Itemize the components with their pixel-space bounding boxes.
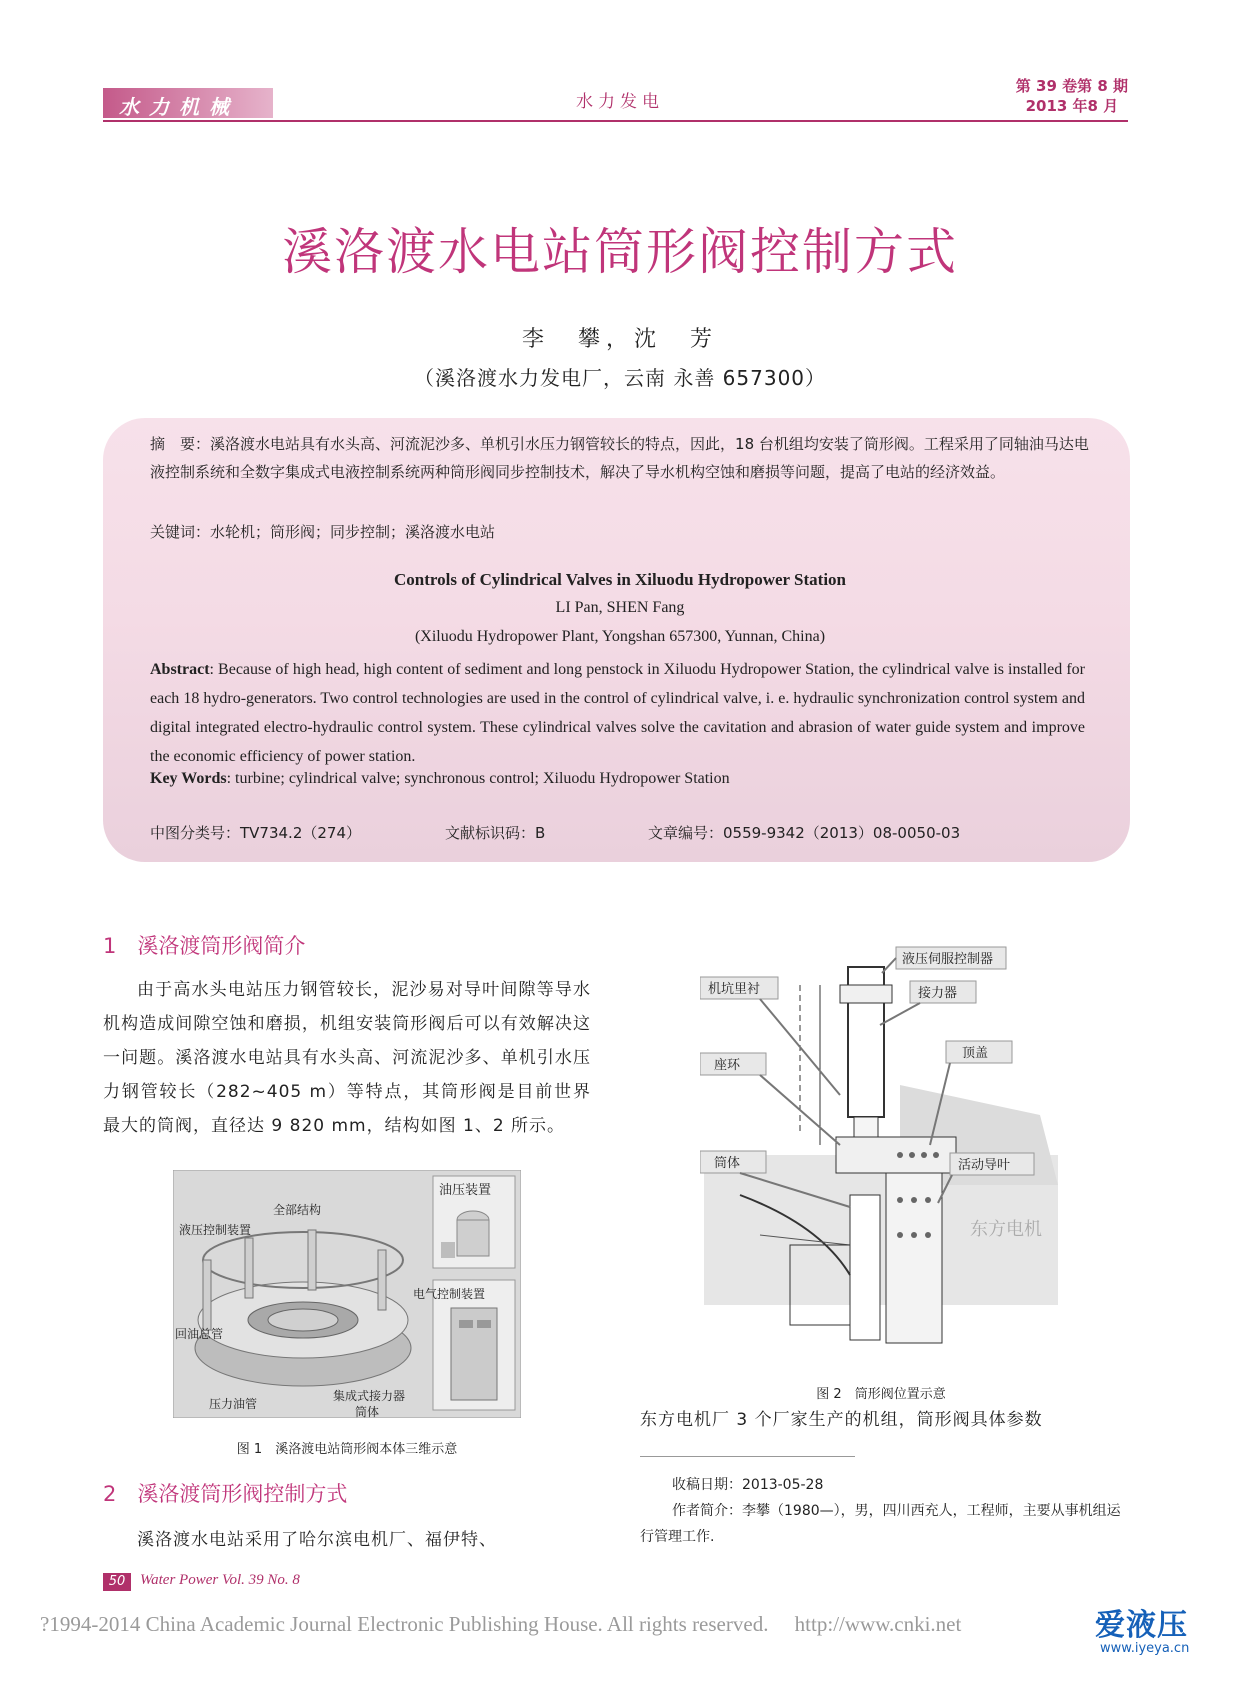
english-affiliation: (Xiluodu Hydropower Plant, Yongshan 657300, Yunnan, China) (414, 628, 826, 645)
watermark-url: www.iyeya.cn (1100, 1641, 1190, 1656)
journal-tab-label: 水力机械 (119, 95, 239, 119)
abstract-cn (150, 430, 1090, 486)
footnote-rule (640, 1456, 855, 1457)
figure-2-illustration (700, 945, 1062, 1345)
abstract-en (150, 655, 1085, 771)
fig2-label-actuator: 接力器 (918, 986, 958, 1001)
issue-info (1016, 76, 1128, 116)
english-authors: LI Pan, SHEN Fang (555, 599, 685, 616)
figure-2 (700, 945, 1062, 1345)
fig1-label-integrated: 集成式接力器 (333, 1389, 406, 1403)
figure-1-illustration (173, 1170, 521, 1418)
copyright-notice: ?1994-2014 China Academic Journal Electronic Publishing House. All rights reserved. http://www.cnki.net (40, 1612, 962, 1636)
page-title: 溪洛渡水电站筒形阀控制方式 (282, 223, 958, 281)
abstract-en-label: Abstract (150, 661, 210, 678)
keywords-en (150, 770, 1085, 788)
article-number: 文章编号：0559-9342（2013）08-0050-03 (648, 824, 961, 842)
authors: 李 攀，沈 芳 (521, 327, 718, 352)
section-2-heading: 2 溪洛渡筒形阀控制方式 (103, 1482, 348, 1506)
author-intro: 作者简介：李攀（1980—），男，四川西充人，工程师，主要从事机组运行管理工作. (640, 1503, 1121, 1545)
figure-1-caption: 图 1 溪洛渡电站筒形阀本体三维示意 (236, 1442, 458, 1457)
clc-number: 中图分类号：TV734.2（274） (150, 824, 361, 842)
keywords-cn-text: 水轮机；筒形阀；同步控制；溪洛渡水电站 (210, 523, 496, 541)
fig1-label-all: 全部结构 (273, 1203, 322, 1217)
section-1-paragraph: 由于高水头电站压力钢管较长，泥沙易对导叶间隙等导水机构造成间隙空蚀和磨损，机组安装筒形阀后可以有效解决这一问题。溪洛渡水电站具有水头高、河流泥沙多、单机引水压力钢管较长（282~405 m）等特点，其筒形阀是目前世界最大的筒阀，直径达 9 820 mm，结构如图 1、2 所示。 (103, 980, 591, 1136)
received-date: 收稿日期：2013-05-28 (672, 1477, 824, 1493)
figure-1 (173, 1170, 521, 1418)
volume: 第 39 卷第 8 期 (1015, 77, 1128, 95)
fig2-label-servo: 液压伺服控制器 (902, 952, 994, 967)
keywords-cn (150, 518, 1090, 546)
fig2-label-maker: 东方电机 (970, 1219, 1042, 1240)
keywords-en-label: Key Words (150, 770, 227, 787)
document-code: 文献标识码：B (445, 824, 546, 842)
issue-date: 2013 年8 月 (1025, 97, 1119, 115)
figure-2-caption: 图 2 筒形阀位置示意 (816, 1387, 946, 1402)
abstract-en-text: : Because of high head, high content of sediment and long penstock in Xiluodu Hydropower Station, the cylindrical valve is installed for each 18 hydro-generators. Two control technologies are used in the control of cylindrical valve, i. e. hydraulic synchronization control system and digital integrated electro-hydraulic control system. These cylindrical valves solve the cavitation and abrasion of water guide system and improve the economic efficiency of power station. (150, 661, 1085, 765)
fig1-label-electric: 电气控制装置 (413, 1287, 486, 1301)
fig1-label-return: 回油总管 (175, 1327, 224, 1341)
fig2-label-pit: 机坑里衬 (708, 982, 761, 997)
fig1-label-pressure: 压力油管 (209, 1397, 258, 1411)
watermark-logo: 爱液压 (1095, 1608, 1188, 1643)
abstract-cn-label: 摘 要： (150, 435, 211, 453)
keywords-en-text: : turbine; cylindrical valve; synchronous control; Xiluodu Hydropower Station (226, 770, 730, 787)
keywords-cn-label: 关键词： (150, 523, 211, 541)
fig1-label-hydraulic: 液压控制装置 (179, 1223, 252, 1237)
fig2-label-guide: 活动导叶 (958, 1158, 1011, 1173)
section-2-paragraph-start: 溪洛渡水电站采用了哈尔滨电机厂、福伊特、 (137, 1530, 497, 1550)
abstract-cn-text: 溪洛渡水电站具有水头高、河流泥沙多、单机引水压力钢管较长的特点，因此，18 台机组均安装了筒形阀。工程采用了同轴油马达电液控制系统和全数字集成式电液控制系统两种筒形阀同步控制技术，解决了导水机构空蚀和磨损等问题，提高了电站的经济效益。 (150, 435, 1089, 481)
page-number: 50 (103, 1573, 131, 1591)
section-1-heading: 1 溪洛渡筒形阀简介 (103, 934, 306, 958)
fig2-label-cylinder: 筒体 (714, 1156, 741, 1171)
fig2-label-cover: 顶盖 (962, 1046, 989, 1061)
fig1-label-oil-unit: 油压装置 (439, 1183, 492, 1198)
journal-name: 水力发电 (576, 92, 664, 112)
affiliation: （溪洛渡水力发电厂，云南 永善 657300） (413, 366, 827, 390)
section-2-paragraph-continued: 东方电机厂 3 个厂家生产的机组，筒形阀具体参数 (640, 1410, 1043, 1430)
header-rule (103, 120, 1128, 122)
footer-journal: Water Power Vol. 39 No. 8 (140, 1572, 300, 1588)
fig2-label-seat: 座环 (714, 1058, 741, 1073)
english-title: Controls of Cylindrical Valves in Xiluodu Hydropower Station (394, 570, 846, 589)
fig1-label-cylinder: 筒体 (355, 1405, 380, 1418)
